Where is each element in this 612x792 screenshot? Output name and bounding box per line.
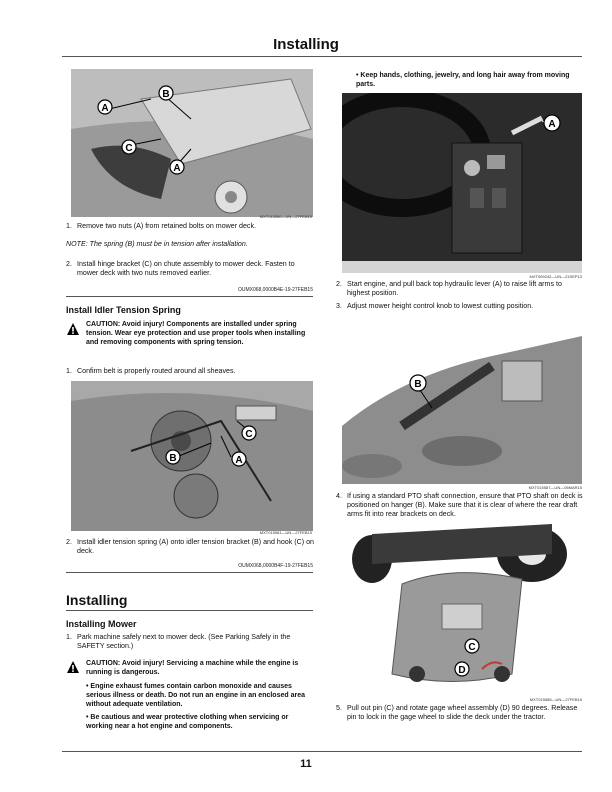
fig4-callout-b: B xyxy=(414,379,422,390)
figure-pto-hanger xyxy=(342,316,582,484)
fig5-callout-d: D xyxy=(458,665,466,676)
rule-left-3 xyxy=(66,610,313,611)
figure-hydraulic-lever xyxy=(342,93,582,273)
step-install-idler-spring: 2. Install idler tension spring (A) onto idler tension bracket (B) and hook (C) on deck. xyxy=(66,538,314,555)
fig2-code: MXT015581—UN—27FEB15 xyxy=(259,530,312,535)
bullet-protective: • Be cautious and wear protective clothing when servicing or working near a hot engine and components. xyxy=(86,714,289,730)
step-park-machine: 1. Park machine safely next to mower deck. (See Parking Safely in the SAFETY section.) xyxy=(66,633,291,650)
figure-gage-wheel xyxy=(342,524,582,696)
step-install-hinge: 2. Install hinge bracket (C) on chute assembly to mower deck. Fasten to mower deck with two nuts removed earlier. xyxy=(66,260,295,277)
fig3-callout-a: A xyxy=(548,119,556,130)
fig1-code: MXT015580—UN—27FEB15 xyxy=(259,214,312,219)
caution-engine-running: CAUTION: Avoid injury! Servicing a machine while the engine is running is dangerous. xyxy=(86,660,299,676)
title-rule xyxy=(62,56,582,57)
step-pto-shaft: 4. If using a standard PTO shaft connection, ensure that PTO shaft on deck is positioned on hanger (B). Make sure that it is clear of where the rear draft arms fit into rear brackets on deck. xyxy=(336,492,583,518)
caution-spring-tension: CAUTION: Avoid injury! Components are installed under spring tension. Wear eye protection and use proper tools when installing and removing components with spring tension. xyxy=(86,321,306,346)
fig1-callout-b: B xyxy=(162,89,170,100)
rule-left-1 xyxy=(66,296,313,297)
fig2-callout-c: C xyxy=(245,429,253,440)
fig1-callout-c: C xyxy=(125,143,133,154)
fig4-code: MXT015587—UN—05MAR15 xyxy=(528,485,582,490)
idler-heading: Install Idler Tension Spring xyxy=(66,305,181,315)
mower-heading: Installing Mower xyxy=(66,619,137,629)
section-heading-installing: Installing xyxy=(66,592,128,608)
page-title: Installing xyxy=(273,36,339,53)
page-number: 11 xyxy=(300,758,312,770)
fig2-callout-a: A xyxy=(235,455,243,466)
step-pull-pin: 5. Pull out pin (C) and rotate gage wheel assembly (D) 90 degrees. Release pin to lock in the gage wheel to slide the deck under the tractor. xyxy=(336,704,578,721)
ref-b4f: OUMX068,0000B4F-19-27FEB15 xyxy=(238,563,313,569)
fig5-callout-c: C xyxy=(468,642,476,653)
step-adjust-height: 3. Adjust mower height control knob to lowest cutting position. xyxy=(336,302,534,310)
footer-rule xyxy=(62,751,582,752)
fig3-code: MXT009242—UN—21SEP13 xyxy=(529,274,582,279)
rule-left-2 xyxy=(66,572,313,573)
warning-icon xyxy=(66,660,80,674)
warning-icon xyxy=(66,322,80,336)
step-remove-nuts: 1. Remove two nuts (A) from retained bolts on mower deck. xyxy=(66,222,256,230)
figure-hinge-bracket xyxy=(71,69,313,217)
ref-b4e: OUMX068,0000B4E-19-27FEB15 xyxy=(237,287,313,293)
figure-idler-spring xyxy=(71,381,313,531)
step-confirm-belt: 1. Confirm belt is properly routed around all sheaves. xyxy=(66,367,236,375)
fig2-callout-b: B xyxy=(169,453,177,464)
fig5-code: MXT015585—UN—27FEB15 xyxy=(529,697,582,702)
fig1-callout-a2: A xyxy=(173,163,181,174)
note-spring: NOTE: The spring (B) must be in tension after installation. xyxy=(66,240,248,248)
bullet-keep-hands: • Keep hands, clothing, jewelry, and long hair away from moving parts. xyxy=(356,72,570,88)
bullet-exhaust: • Engine exhaust fumes contain carbon monoxide and causes serious illness or death. Do not run an engine in an enclosed area without adequate ventilation. xyxy=(86,683,305,708)
fig1-callout-a: A xyxy=(101,103,109,114)
step-start-engine: 2. Start engine, and pull back top hydraulic lever (A) to raise lift arms to highest position. xyxy=(336,280,562,297)
